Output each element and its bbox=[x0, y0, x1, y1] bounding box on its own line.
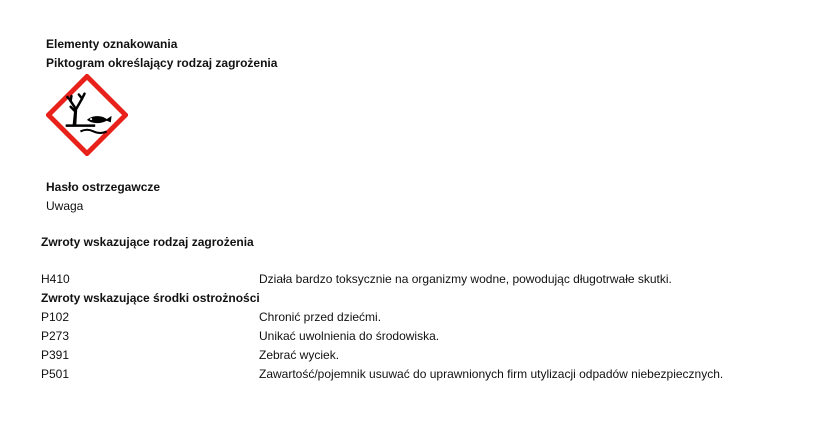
statement-text: Zebrać wyciek. bbox=[259, 348, 340, 362]
statement-code: H410 bbox=[41, 272, 70, 286]
precaution-heading: Zwroty wskazujące środki ostrożności bbox=[41, 291, 260, 305]
signal-word: Uwaga bbox=[46, 199, 84, 213]
environment-hazard-icon bbox=[46, 74, 128, 156]
statement-code: P391 bbox=[41, 348, 70, 362]
statement-code: P102 bbox=[41, 310, 70, 324]
statement-code: P501 bbox=[41, 367, 70, 381]
statement-text: Unikać uwolnienia do środowiska. bbox=[259, 329, 440, 343]
statement-text: Chronić przed dziećmi. bbox=[259, 310, 382, 324]
signal-word-label: Hasło ostrzegawcze bbox=[46, 180, 161, 194]
hazard-heading: Zwroty wskazujące rodzaj zagrożenia bbox=[41, 235, 254, 249]
pictogram-title: Piktogram określający rodzaj zagrożenia bbox=[46, 56, 278, 70]
statement-text: Działa bardzo toksycznie na organizmy wodne, powodując długotrwałe skutki. bbox=[259, 272, 672, 286]
section-title: Elementy oznakowania bbox=[46, 37, 178, 51]
statement-text: Zawartość/pojemnik usuwać do uprawnionych firm utylizacji odpadów niebezpiecznych. bbox=[259, 367, 724, 381]
statement-code: P273 bbox=[41, 329, 70, 343]
